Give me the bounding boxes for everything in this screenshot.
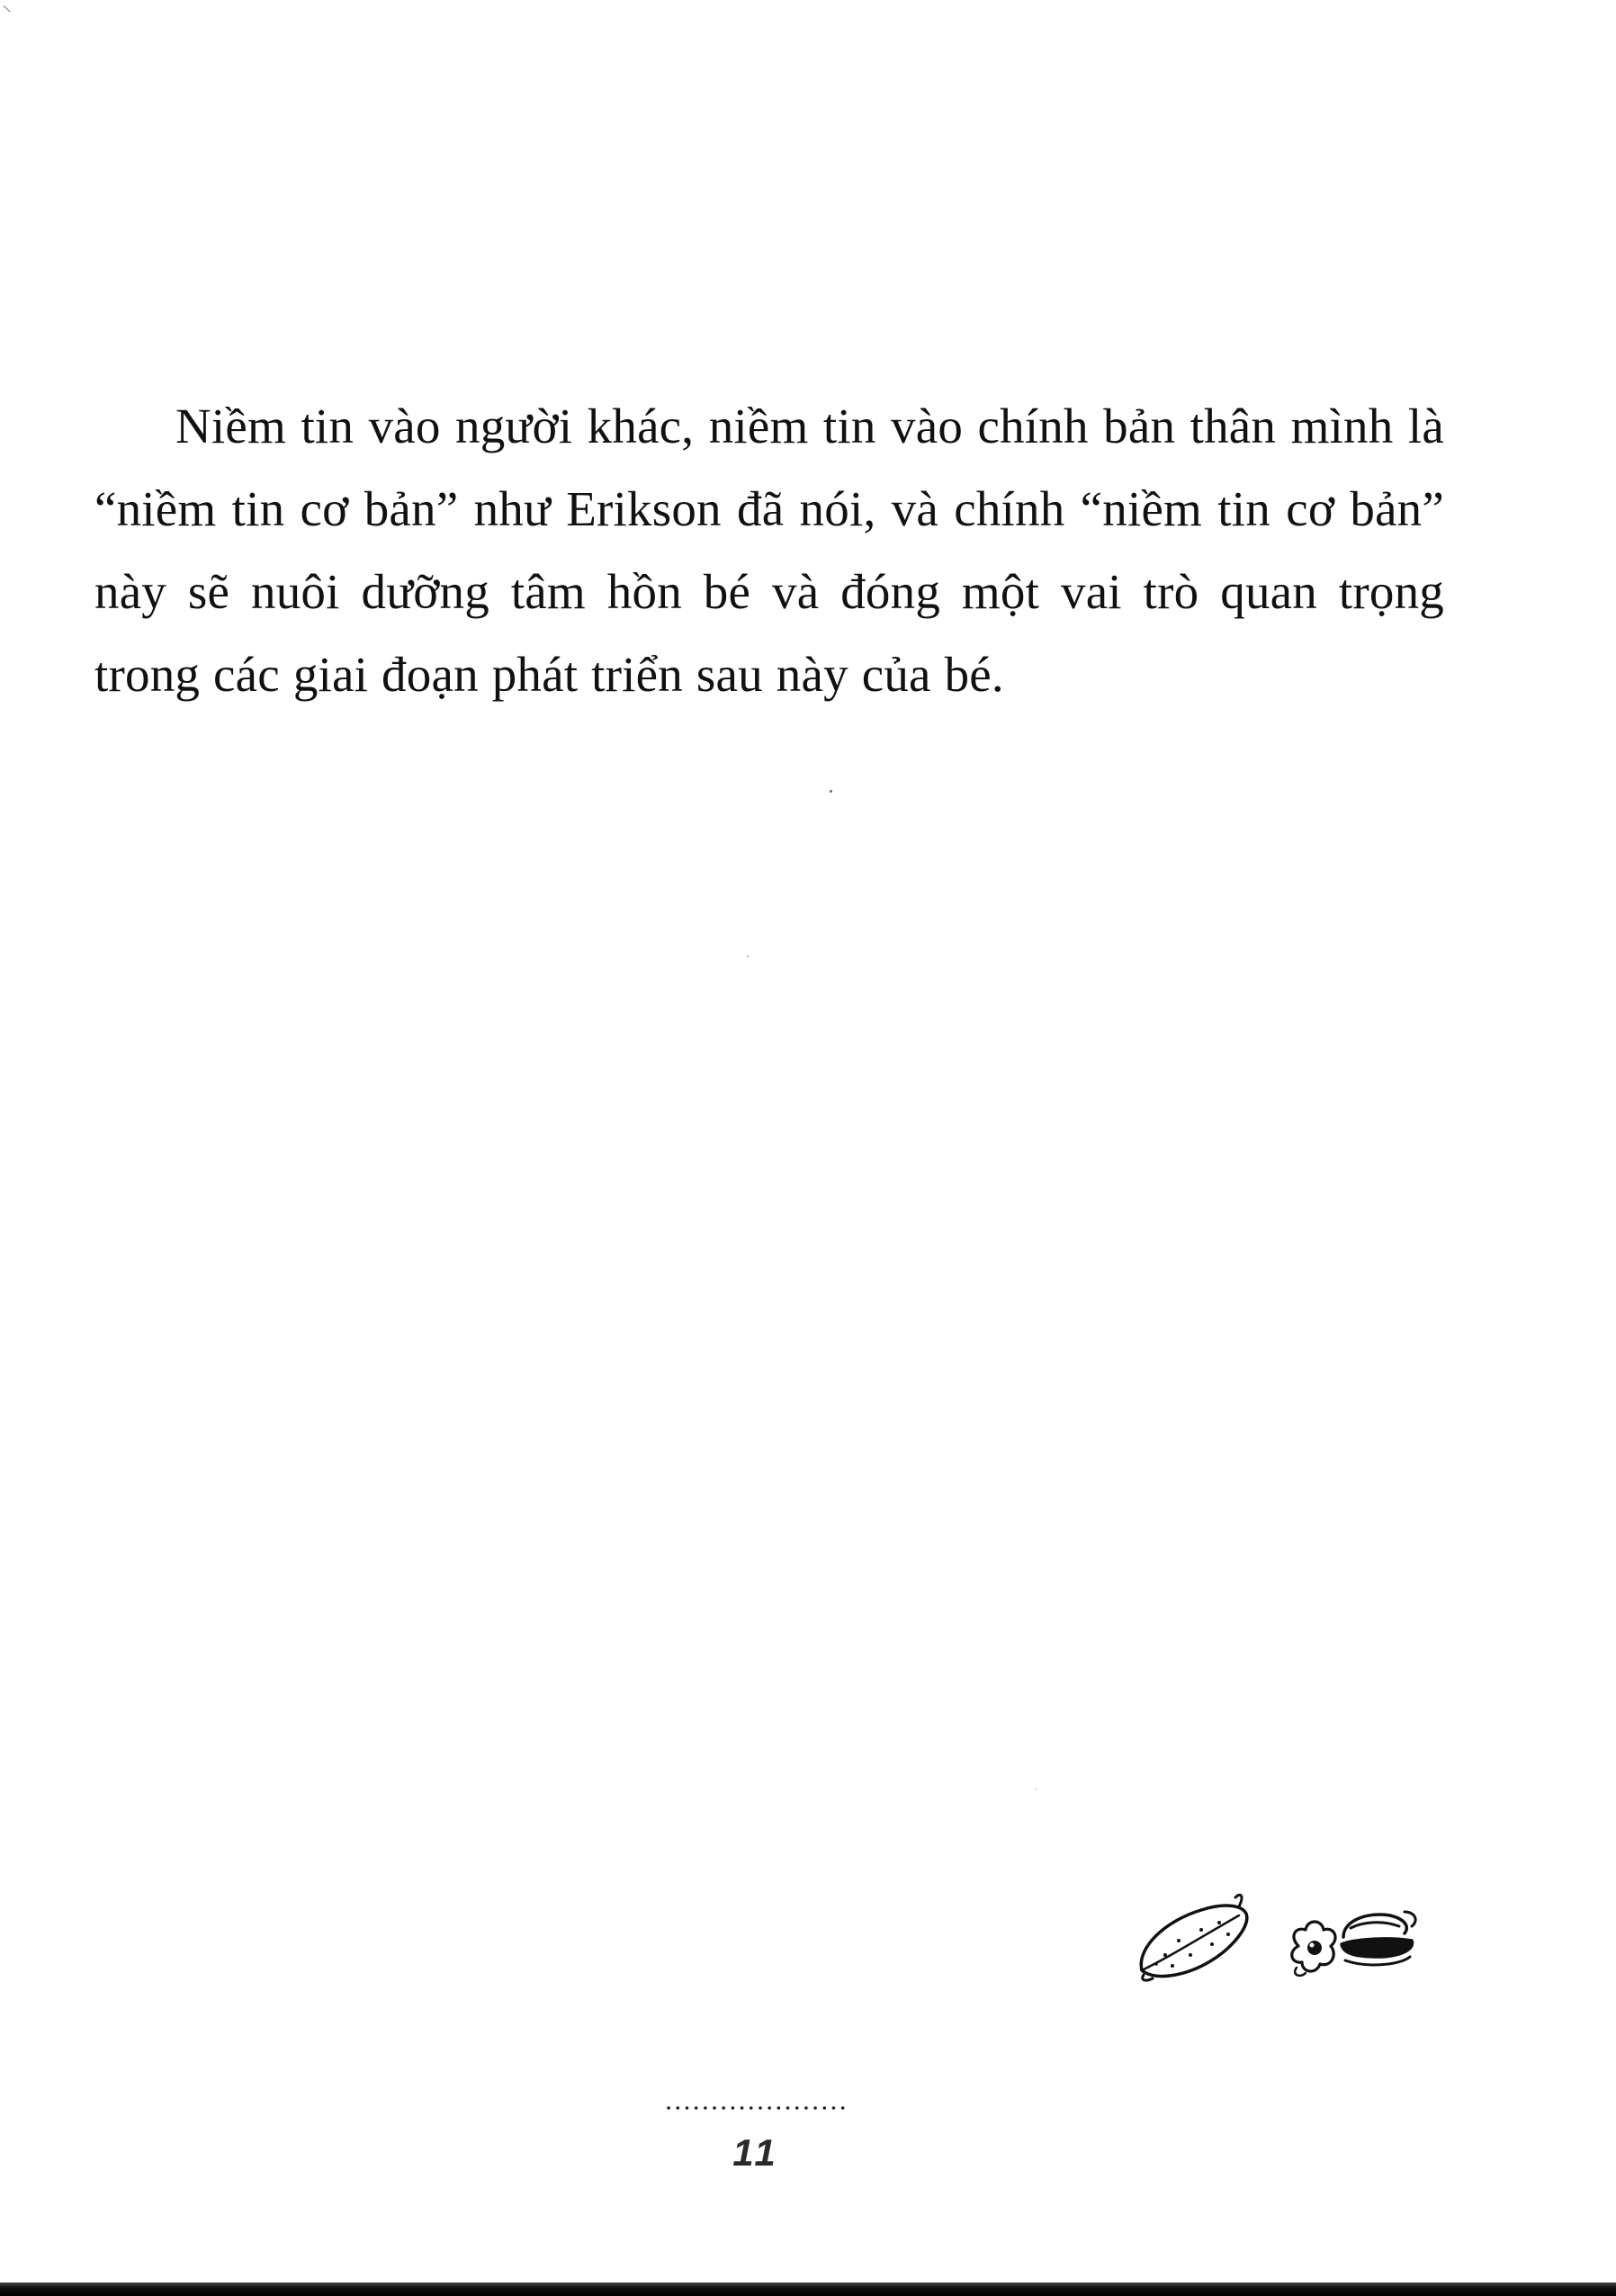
page-number: 11 (732, 2131, 779, 2174)
scan-speck (830, 790, 832, 793)
cookie-icon (1342, 1912, 1415, 1965)
scan-mark (4, 5, 11, 12)
scan-speck (1035, 1789, 1037, 1790)
flower-icon (1292, 1922, 1335, 1976)
scan-bottom-edge (0, 2283, 1616, 2296)
leaf-icon (1141, 1895, 1246, 1980)
decorative-ornament (1129, 1885, 1435, 1993)
body-paragraph: Niềm tin vào người khác, niềm tin vào chính bản thân mình là “niềm tin cơ bản” như Erikson đã nói, và chính “niềm tin cơ bản” này sẽ nuôi dưỡng tâm hồn bé và đóng một vai trò quan trọng trong các giai đoạn phát triển sau này của bé. (94, 399, 1444, 702)
dotted-rule (664, 2105, 848, 2111)
scan-speck (747, 955, 749, 957)
